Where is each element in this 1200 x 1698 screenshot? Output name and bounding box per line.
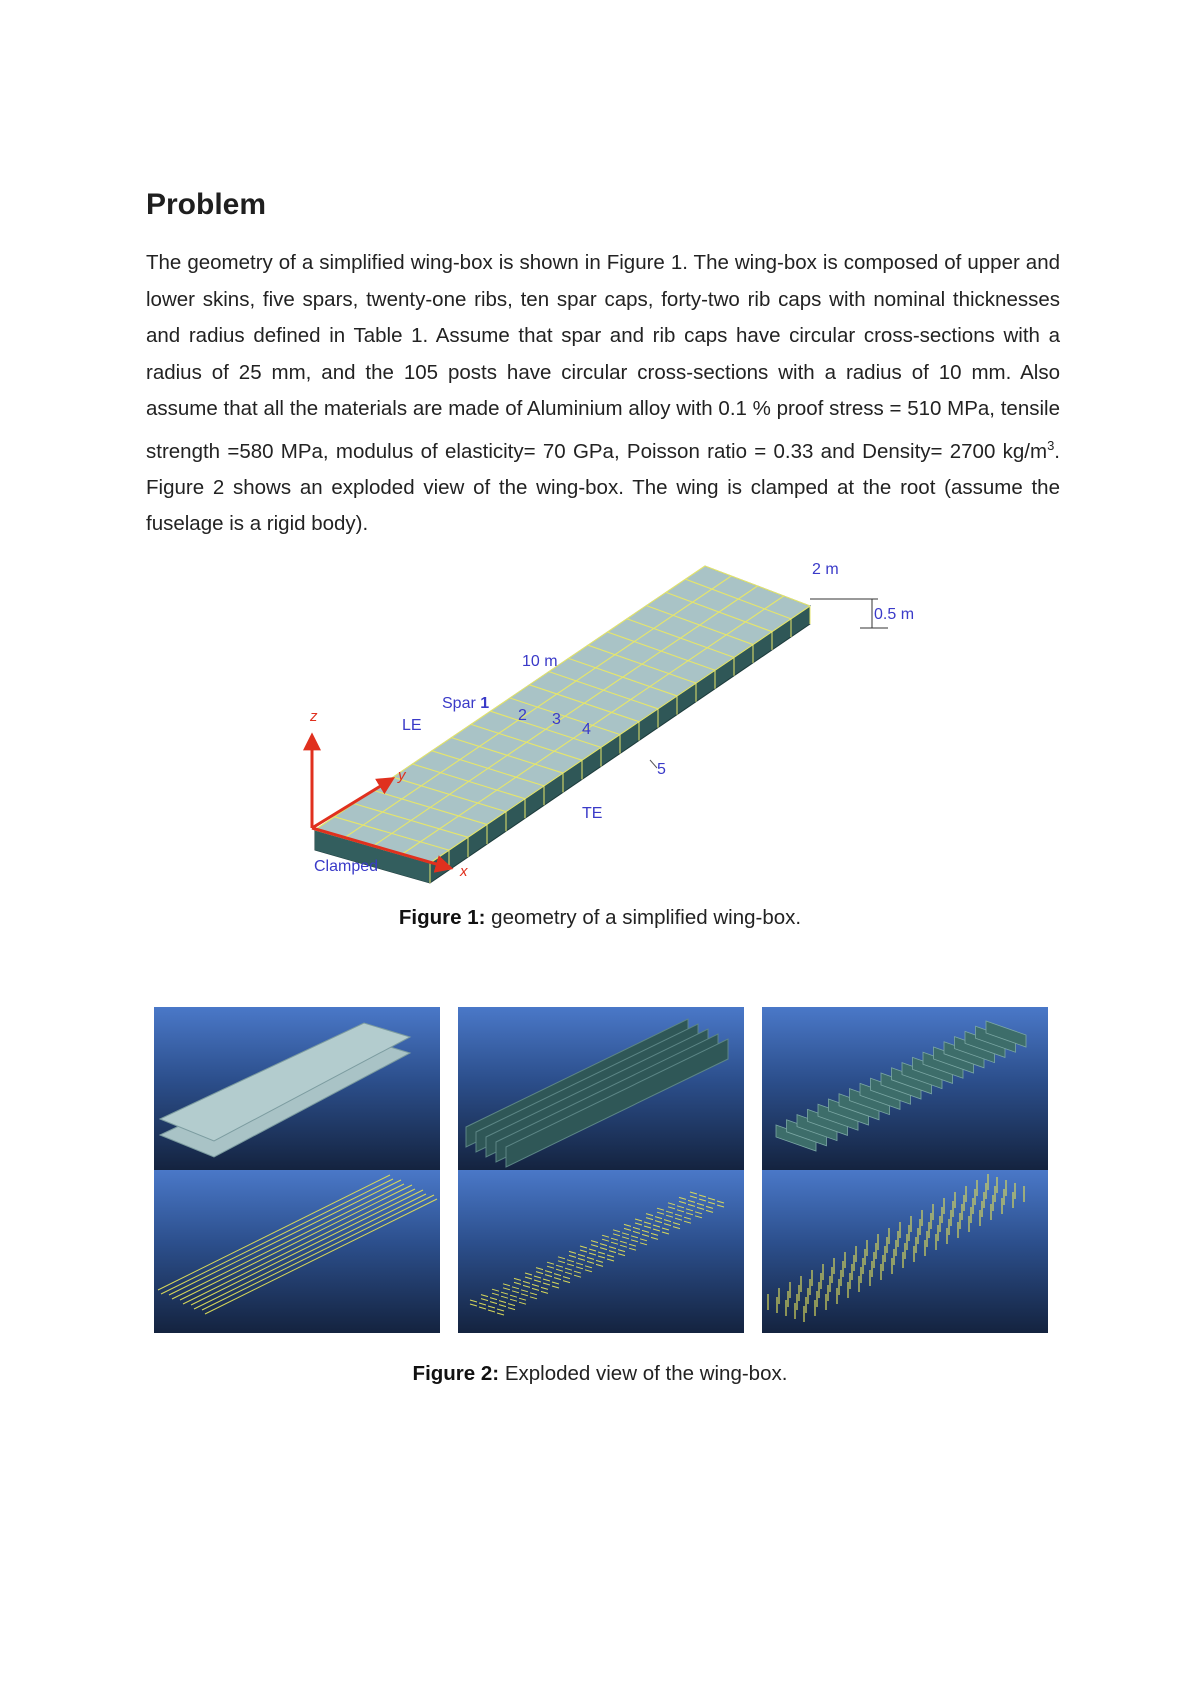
rib-cap [589, 1253, 596, 1255]
rib-cap [633, 1227, 640, 1229]
rib-cap [519, 1298, 526, 1300]
rib-cap [519, 1302, 526, 1304]
spar-cap [191, 1190, 423, 1305]
rib-cap [545, 1271, 552, 1273]
rib-cap [677, 1206, 684, 1208]
rib-cap [536, 1272, 543, 1274]
rib-cap [666, 1211, 673, 1213]
rib-cap [556, 1269, 563, 1271]
rib-cap [470, 1300, 477, 1302]
rib-cap [569, 1255, 576, 1257]
posts-drawing [762, 1170, 1048, 1333]
rib-cap [521, 1294, 528, 1296]
rib-cap [695, 1212, 702, 1214]
rib-cap [536, 1268, 543, 1270]
rib-cap [574, 1271, 581, 1273]
rib-cap [686, 1209, 693, 1211]
rib-cap [673, 1223, 680, 1225]
rib-cap [708, 1198, 715, 1200]
figure-1-caption [0, 906, 1200, 930]
rib-cap [598, 1252, 605, 1254]
rib-cap [543, 1283, 550, 1285]
rib-cap [673, 1227, 680, 1229]
x-axis-label: x [460, 863, 468, 880]
spar-caps-drawing [154, 1170, 440, 1333]
rib-cap [607, 1255, 614, 1257]
rib-cap [490, 1298, 497, 1300]
rib-cap [510, 1299, 517, 1301]
rib-cap [618, 1250, 625, 1252]
rib-cap [631, 1240, 638, 1242]
rib-cap [576, 1263, 583, 1265]
exploded-panel-rib-caps [458, 1170, 744, 1333]
rib-cap [631, 1236, 638, 1238]
rib-cap [591, 1245, 598, 1247]
rib-cap [547, 1262, 554, 1264]
rib-cap [563, 1281, 570, 1283]
rib-cap [514, 1278, 521, 1280]
rib-cap [543, 1279, 550, 1281]
rib-cap [651, 1233, 658, 1235]
rib-cap [481, 1299, 488, 1301]
rib-cap [655, 1221, 662, 1223]
rib-cap [512, 1291, 519, 1293]
rib-cap [574, 1275, 581, 1277]
rib-cap [488, 1306, 495, 1308]
paragraph-text-1: The geometry of a simplified wing-box is shown in Figure 1. The wing-box is composed of upper and lower skins, five spars, twenty-one ribs, ten spar caps, forty-two rib caps with nominal thicknesses and radius defined in Table 1. Assume that spar and rib caps have circular cross-sections with a radius of 25 mm, and the 105 posts have circular cross-sections with a radius of 10 mm. Also assume that all the materials are made of Aluminium alloy with 0.1 % proof stress = 510 MPa, tensile strength =580 MPa, modulus of elasticity= 70 GPa, Poisson ratio = 0.33 and Density= 2700 kg/m [146, 251, 1060, 463]
rib-cap [479, 1307, 486, 1309]
rib-cap [629, 1244, 636, 1246]
exploded-panel-posts [762, 1170, 1048, 1333]
figure-1-caption-label: Figure 1: [398, 906, 486, 929]
rib-cap [512, 1287, 519, 1289]
rib-cap [554, 1278, 561, 1280]
paragraph-superscript: 3 [1047, 437, 1055, 453]
problem-heading: Problem [146, 188, 267, 221]
rib-cap [717, 1205, 724, 1207]
rib-cap [686, 1213, 693, 1215]
rib-cap [499, 1305, 506, 1307]
rib-cap [684, 1217, 691, 1219]
rib-cap [547, 1266, 554, 1268]
spar-1-label: 1 [480, 695, 490, 712]
rib-cap [554, 1274, 561, 1276]
spar-prefix-label: Spar [442, 695, 476, 712]
rib-cap [530, 1293, 537, 1295]
rib-cap [596, 1264, 603, 1266]
rib-cap [695, 1216, 702, 1218]
rib-cap [503, 1288, 510, 1290]
rib-cap [684, 1221, 691, 1223]
spar-label [442, 695, 489, 712]
rib-cap [675, 1218, 682, 1220]
rib-cap [675, 1214, 682, 1216]
rib-cap [589, 1249, 596, 1251]
rib-cap [699, 1199, 706, 1201]
rib-cap [611, 1238, 618, 1240]
te-label: TE [582, 805, 603, 822]
rib-cap [708, 1202, 715, 1204]
rib-cap [580, 1250, 587, 1252]
rib-cap [499, 1301, 506, 1303]
rib-cap [523, 1281, 530, 1283]
rib-cap [479, 1303, 486, 1305]
rib-cap [578, 1258, 585, 1260]
rib-cap [530, 1297, 537, 1299]
spar-cap [205, 1199, 437, 1314]
rib-cap [576, 1267, 583, 1269]
rib-cap [690, 1192, 697, 1194]
rib-cap [525, 1277, 532, 1279]
rib-cap [556, 1265, 563, 1267]
exploded-panel-spars [458, 1007, 744, 1170]
rib-cap [596, 1260, 603, 1262]
rib-cap [717, 1201, 724, 1203]
rib-cap [679, 1197, 686, 1199]
spars-drawing [458, 1007, 744, 1170]
rib-cap [646, 1218, 653, 1220]
rib-cap [644, 1222, 651, 1224]
rib-cap [642, 1234, 649, 1236]
rib-cap [664, 1224, 671, 1226]
rib-cap [653, 1229, 660, 1231]
z-axis-label: z [310, 708, 318, 725]
rib-cap [668, 1207, 675, 1209]
rib-cap [470, 1304, 477, 1306]
rib-cap [508, 1308, 515, 1310]
rib-cap [640, 1239, 647, 1241]
rib-cap [532, 1284, 539, 1286]
wingbox-drawing [300, 558, 940, 890]
skins-drawing [154, 1007, 440, 1170]
length-label: 10 m [522, 653, 558, 670]
rib-cap [679, 1201, 686, 1203]
spar-4-label: 4 [582, 721, 591, 738]
rib-cap [501, 1292, 508, 1294]
spar-cap [169, 1180, 401, 1295]
rib-cap [635, 1223, 642, 1225]
rib-cap [644, 1226, 651, 1228]
rib-cap [668, 1203, 675, 1205]
rib-cap [662, 1232, 669, 1234]
rib-cap [567, 1264, 574, 1266]
rib-cap [578, 1254, 585, 1256]
rib-cap [651, 1237, 658, 1239]
ribs-drawing [762, 1007, 1048, 1170]
rib-cap [655, 1217, 662, 1219]
spar-5-leader [650, 760, 657, 768]
rib-cap [600, 1248, 607, 1250]
figure-1-wingbox [300, 558, 940, 890]
rib-cap [629, 1248, 636, 1250]
rib-cap [635, 1219, 642, 1221]
rib-cap [664, 1220, 671, 1222]
wingbox-top-skin [315, 566, 810, 863]
rib-cap [633, 1231, 640, 1233]
le-label: LE [402, 717, 422, 734]
rib-cap [662, 1228, 669, 1230]
rib-cap [501, 1296, 508, 1298]
spar-cap [202, 1195, 434, 1310]
rib-cap [565, 1268, 572, 1270]
spar-5-label: 5 [657, 761, 666, 778]
spar-line [373, 586, 758, 847]
spar-cap [158, 1175, 390, 1290]
rib-cap [545, 1275, 552, 1277]
rib-cap [602, 1235, 609, 1237]
rib-cap [677, 1210, 684, 1212]
rib-cap [534, 1280, 541, 1282]
rib-cap [521, 1290, 528, 1292]
rib-cap [580, 1246, 587, 1248]
rib-cap [558, 1261, 565, 1263]
rib-cap [622, 1233, 629, 1235]
rib-cap [481, 1295, 488, 1297]
spar-2-label: 2 [518, 707, 527, 724]
y-axis-label: y [398, 767, 406, 784]
rib-cap [510, 1295, 517, 1297]
upper-skin [160, 1023, 410, 1141]
rib-cap [523, 1285, 530, 1287]
rib-cap [699, 1195, 706, 1197]
rib-cap [534, 1276, 541, 1278]
paragraph-text-2: . Figure 2 shows an exploded view of the wing-box. The wing is clamped at the root (assume the fuselage is a rigid body). [146, 439, 1060, 536]
rib-cap [503, 1284, 510, 1286]
spar-cap [161, 1179, 393, 1294]
rib-cap [613, 1230, 620, 1232]
rib-cap [525, 1273, 532, 1275]
rib-cap [624, 1228, 631, 1230]
rib-cap [585, 1266, 592, 1268]
rib-cap [587, 1261, 594, 1263]
rib-cap [532, 1288, 539, 1290]
spar-cap [180, 1185, 412, 1300]
rib-cap [598, 1256, 605, 1258]
exploded-panel-ribs [762, 1007, 1048, 1170]
rib-cap [497, 1309, 504, 1311]
rib-cap [646, 1214, 653, 1216]
exploded-panel-spar-caps [154, 1170, 440, 1333]
exploded-panel-skins [154, 1007, 440, 1170]
rib-cap [688, 1200, 695, 1202]
rib-cap [488, 1310, 495, 1312]
rib-cap [611, 1242, 618, 1244]
rib-cap [618, 1254, 625, 1256]
figure-1-caption-text: geometry of a simplified wing-box. [485, 906, 802, 929]
rib-cap [563, 1277, 570, 1279]
spar-3-label: 3 [552, 711, 561, 728]
rib-cap [666, 1215, 673, 1217]
figure-2-caption-text: Exploded view of the wing-box. [499, 1362, 788, 1385]
rib-cap [706, 1210, 713, 1212]
rib-cap [508, 1304, 515, 1306]
spar-cap [194, 1194, 426, 1309]
rib-cap [613, 1234, 620, 1236]
rib-cap [697, 1203, 704, 1205]
rib-cap [600, 1244, 607, 1246]
rib-cap [492, 1293, 499, 1295]
rib-cap [620, 1245, 627, 1247]
rib-cap [552, 1282, 559, 1284]
figure-2-caption-label: Figure 2: [412, 1362, 500, 1385]
rib-cap [620, 1241, 627, 1243]
rib-cap [558, 1257, 565, 1259]
problem-paragraph [146, 245, 1060, 543]
rib-cap [565, 1272, 572, 1274]
rib-cap [585, 1270, 592, 1272]
rib-cap [497, 1313, 504, 1315]
rib-cap [609, 1247, 616, 1249]
rib-cap [642, 1230, 649, 1232]
rib-caps-drawing [458, 1170, 744, 1333]
rib-cap [490, 1302, 497, 1304]
rib-cap [492, 1289, 499, 1291]
rib-cap [514, 1282, 521, 1284]
rib-cap [541, 1287, 548, 1289]
rib-cap [567, 1260, 574, 1262]
spar-cap [172, 1184, 404, 1299]
height-label: 0.5 m [874, 606, 915, 623]
rib-cap [552, 1286, 559, 1288]
rib-cap [622, 1237, 629, 1239]
rib-cap [541, 1291, 548, 1293]
rib-cap [657, 1212, 664, 1214]
figure-2-caption [0, 1362, 1200, 1386]
rib-cap [640, 1243, 647, 1245]
rib-cap [697, 1207, 704, 1209]
rib-cap [690, 1196, 697, 1198]
rib-cap [607, 1259, 614, 1261]
rib-cap [706, 1206, 713, 1208]
rib-cap [657, 1208, 664, 1210]
rib-cap [609, 1251, 616, 1253]
rib-cap [569, 1251, 576, 1253]
rib-cap [587, 1257, 594, 1259]
rib-cap [591, 1241, 598, 1243]
rib-cap [624, 1224, 631, 1226]
width-label: 2 m [812, 561, 839, 578]
spar-cap [183, 1189, 415, 1304]
clamped-label: Clamped [314, 858, 379, 875]
rib-cap [688, 1204, 695, 1206]
rib-cap [602, 1239, 609, 1241]
rib-cap [653, 1225, 660, 1227]
